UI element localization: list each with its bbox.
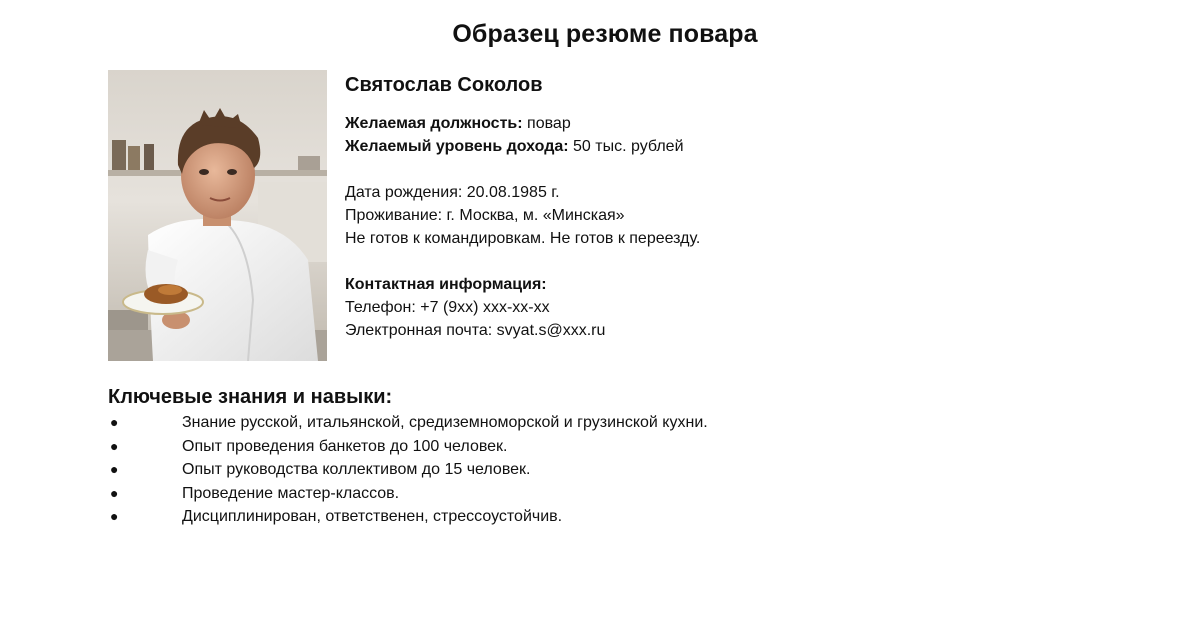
skill-text: Дисциплинирован, ответственен, стрессоустойчив. — [182, 508, 563, 525]
travel-relocation: Не готов к командировкам. Не готов к переезду. — [345, 230, 701, 247]
skills-list — [108, 411, 1008, 529]
spacer — [345, 158, 965, 181]
skill-item — [108, 505, 1008, 529]
spacer — [345, 250, 965, 273]
bullet-icon: ● — [110, 484, 119, 501]
skill-item — [108, 458, 1008, 482]
skill-item — [108, 482, 1008, 506]
skill-item — [108, 435, 1008, 459]
birth-date: Дата рождения: 20.08.1985 г. — [345, 184, 560, 201]
chef-photo — [108, 70, 327, 361]
skills-section — [108, 384, 1008, 529]
desired-salary — [345, 135, 965, 158]
salary-value: 50 тыс. рублей — [573, 138, 684, 155]
candidate-info — [345, 72, 965, 342]
bullet-icon: ● — [110, 414, 119, 430]
bullet-icon: ● — [110, 461, 119, 477]
skill-text: Проведение мастер-классов. — [182, 484, 400, 502]
skill-text: Опыт проведения банкетов до 100 человек. — [182, 437, 508, 455]
skill-item — [108, 411, 1008, 435]
email: Электронная почта: svyat.s@xxx.ru — [345, 322, 606, 339]
contacts-heading: Контактная информация: — [345, 276, 547, 293]
residence: Проживание: г. Москва, м. «Минская» — [345, 207, 625, 224]
position-label: Желаемая должность: — [345, 115, 523, 132]
position-value: повар — [527, 115, 571, 132]
bullet-icon: ● — [110, 437, 119, 454]
skill-text: Опыт руководства коллективом до 15 человек. — [182, 461, 531, 478]
phone: Телефон: +7 (9хх) ххх-хх-хх — [345, 299, 550, 316]
page-title: Образец резюме повара — [452, 20, 758, 48]
bullet-icon: ● — [110, 508, 119, 524]
salary-label: Желаемый уровень дохода: — [345, 138, 569, 155]
skill-text: Знание русской, итальянской, средиземноморской и грузинской кухни. — [182, 414, 708, 431]
candidate-name: Святослав Соколов — [345, 74, 543, 96]
desired-position — [345, 112, 965, 135]
skills-heading: Ключевые знания и навыки: — [108, 386, 393, 408]
